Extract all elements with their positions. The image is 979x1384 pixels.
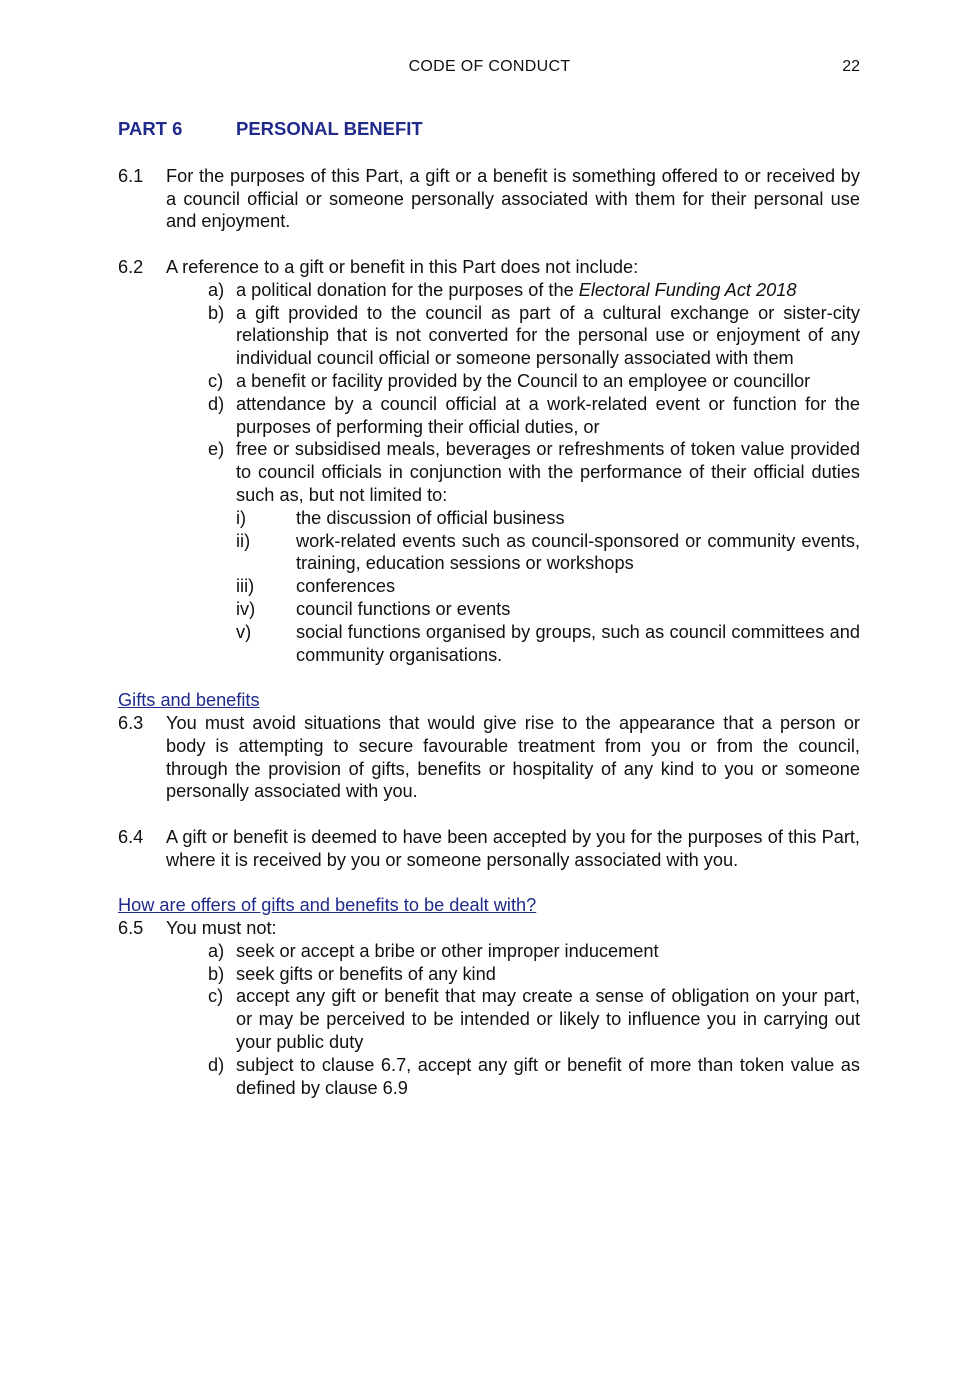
clause-6-2	[118, 256, 860, 279]
list-item: i) the discussion of official business	[236, 507, 565, 528]
clause-text: A gift or benefit is deemed to have been accepted by you for the purposes of this Part, where it is received by you or someone personally associated with you.	[166, 826, 860, 870]
clause-number: 6.3	[118, 712, 144, 733]
list-item: d) subject to clause 6.7, accept any gift or benefit of more than token value as defined by clause 6.9	[208, 1054, 860, 1098]
list-item: ii) work-related events such as council-sponsored or community events, training, education sessions or workshops	[236, 530, 860, 574]
list-item: b) seek gifts or benefits of any kind	[208, 963, 496, 984]
clause-text: For the purposes of this Part, a gift or a benefit is something offered to or received by a council official or someone personally associated with them for their personal use and enjoyment.	[166, 165, 860, 232]
clause-number: 6.4	[118, 826, 144, 847]
part-number: PART 6	[118, 118, 183, 139]
document-body	[118, 118, 860, 1099]
clause-6-1	[118, 165, 860, 233]
list-item: e) free or subsidised meals, beverages or refreshments of token value provided to council officials in conjunction with the performance of their official duties such as, but not limited to: i) the discussion of official business ii) work-related events such as council-sponsored or community events, training, education sessions or workshops iii) conferences iv) council functions or events v) social functions organised by groups, such as council committees and community organisations.	[208, 439, 860, 665]
section-heading-gifts: Gifts and benefits	[118, 690, 260, 711]
list-item: iv) council functions or events	[236, 598, 511, 619]
clause-number: 6.2	[118, 256, 144, 277]
list-item: a) a political donation for the purposes of the Electoral Funding Act 2018	[208, 279, 797, 300]
clause-text: You must avoid situations that would give rise to the appearance that a person or body is attempting to secure favourable treatment from you or from the council, through the provision of gifts, benefits or hospitality of any kind to you or someone personally associated with you.	[166, 712, 860, 802]
part-title: PERSONAL BENEFIT	[236, 118, 423, 139]
clause-text: A reference to a gift or benefit in this Part does not include:	[166, 256, 639, 277]
document-title: CODE OF CONDUCT	[408, 58, 571, 75]
clause-6-3	[118, 712, 860, 803]
section-heading-offers: How are offers of gifts and benefits to be dealt with?	[118, 895, 537, 916]
roman-list	[236, 507, 860, 667]
list-item: b) a gift provided to the council as part of a cultural exchange or sister-city relationship that is not converted for the personal use or enjoyment of any individual council official or someone personally associated with them	[208, 302, 860, 369]
list-item: a) seek or accept a bribe or other improper inducement	[208, 940, 659, 961]
clause-6-5	[118, 917, 860, 940]
clause-6-2-list	[118, 279, 860, 667]
act-title: Electoral Funding Act 2018	[578, 279, 797, 300]
clause-number: 6.5	[118, 918, 144, 939]
page-number: 22	[842, 58, 860, 75]
clause-text: You must not:	[166, 918, 277, 939]
part-heading	[118, 118, 860, 141]
clause-6-5-list	[118, 940, 860, 1100]
clause-6-4	[118, 826, 860, 872]
clause-number: 6.1	[118, 165, 144, 186]
list-item: d) attendance by a council official at a work-related event or function for the purposes of performing their official duties, or	[208, 393, 860, 437]
list-item: c) a benefit or facility provided by the Council to an employee or councillor	[208, 370, 811, 391]
list-item: v) social functions organised by groups, such as council committees and community organisations.	[236, 621, 860, 665]
list-item: c) accept any gift or benefit that may create a sense of obligation on your part, or may be perceived to be intended or likely to influence you in carrying out your public duty	[208, 986, 860, 1053]
list-item: iii) conferences	[236, 576, 396, 597]
